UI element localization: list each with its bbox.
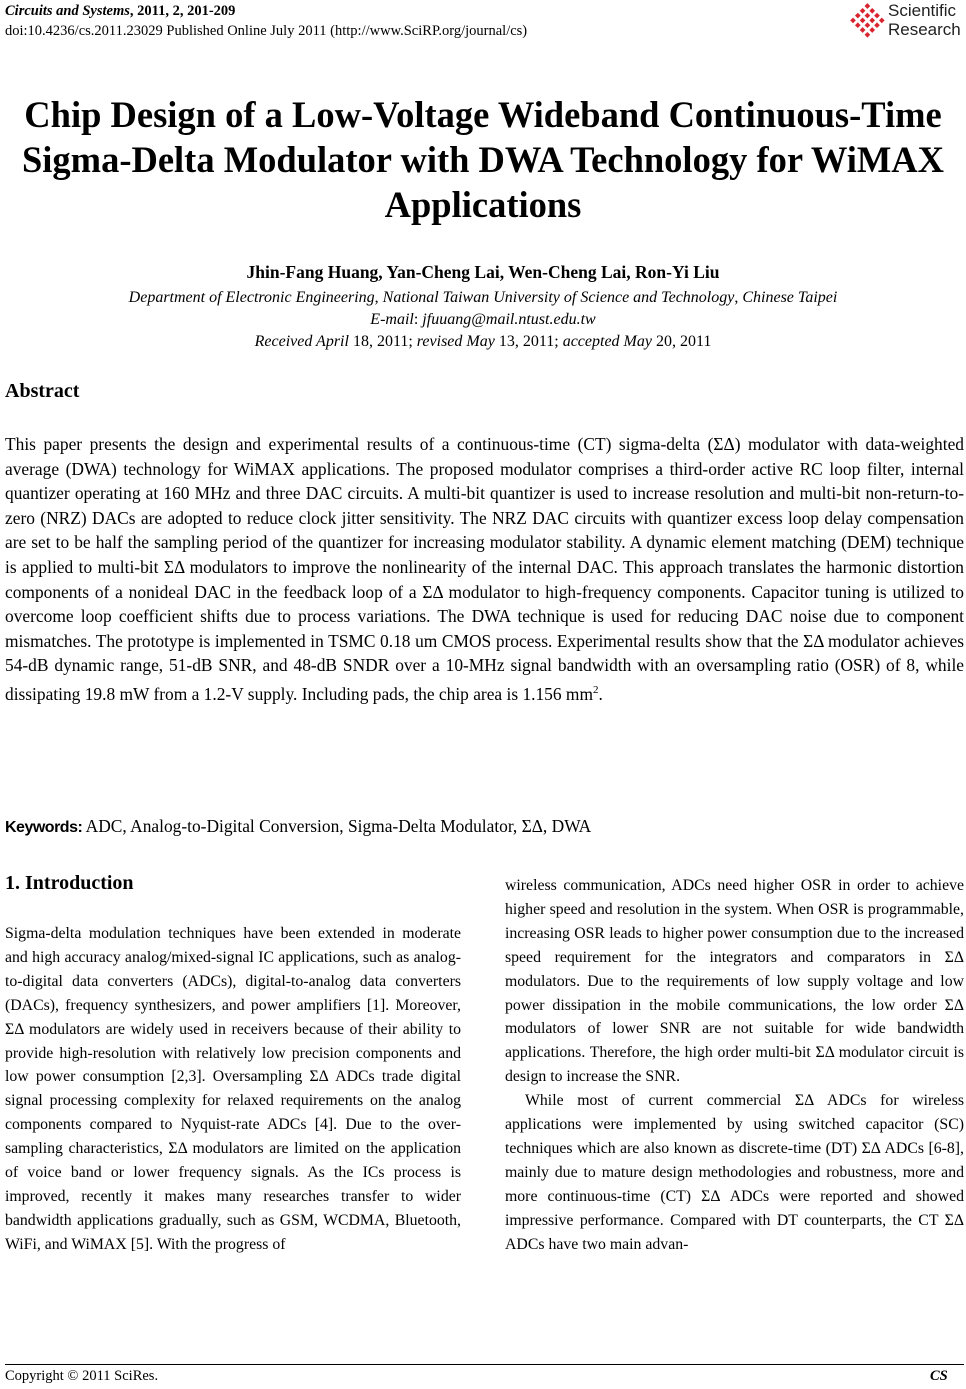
abstract-heading: Abstract xyxy=(5,380,80,402)
logo-mark-pixel xyxy=(860,8,866,14)
journal-volume: , 2011, 2, 201-209 xyxy=(129,3,236,19)
column-left xyxy=(5,922,461,1257)
footer-divider xyxy=(5,1364,964,1365)
intro-paragraph: Sigma-delta modulation techniques have been extended in moderate and high accuracy analog/mixed-signal IC applications, such as analog-to-digital data converters (ADCs), digital-to-analog data converters (DACs), frequency synthesizers, and power amplifiers [1]. Moreover, ΣΔ modulators are widely used in receivers because of their ability to provide high-resolution with relatively low precision components and low power consumption [2,3]. Oversampling ΣΔ ADCs trade digital signal processing complexity for relaxed requirements on the analog components compared to Nyquist-rate ADCs [4]. Due to the over-sampling characteristics, ΣΔ modulators are limited on the application of voice band or lower frequency signals. As the ICs process is improved, recently it makes many researches transfer to wider bandwidth applications gradually, such as GSM, WCDMA, Bluetooth, WiFi, and WiMAX [5]. With the progress of xyxy=(5,925,461,1253)
abstract-body xyxy=(5,432,964,706)
logo-mark-pixel xyxy=(855,13,861,19)
logo-mark-pixel xyxy=(860,18,866,24)
email-separator: : xyxy=(413,311,423,328)
email-address: jfuuang@mail.ntust.edu.tw xyxy=(422,311,596,328)
section-heading-introduction: 1. Introduction xyxy=(5,872,134,894)
author-email xyxy=(0,310,966,330)
logo-mark-pixel xyxy=(850,18,856,24)
affiliation-separator: , xyxy=(734,289,743,306)
logo-word-scientific: Scientific xyxy=(888,1,957,20)
logo-mark-pixel xyxy=(865,22,871,28)
column-right xyxy=(505,874,964,1257)
logo-mark-pixel xyxy=(865,13,871,19)
logo-mark-pixel xyxy=(860,27,866,33)
logo-mark-pixel xyxy=(874,13,880,19)
abstract-text: This paper presents the design and experimental results of a continuous-time (CT) sigma-delta (ΣΔ) modulator with data-weighted average (DWA) technology for WiMAX applications. The proposed modulator comprises a third-order active RC loop filter, internal quantizer operating at 160 MHz and three DAC circuits. A multi-bit quantizer is used to increase resolution and multi-bit non-return-to-zero (NRZ) DACs are adopted to reduce clock jitter sensitivity. The NRZ DAC circuits with quantizer excess loop delay compensation are set to be half the sampling period of the quantizer for increasing modulator stability. A dynamic element matching (DEM) technique is applied to multi-bit ΣΔ modulators to improve the nonlinearity of the internal DAC. This approach translates the harmonic distortion components of a nonideal DAC in the feedback loop of a ΣΔ modulator to high-frequency components. Capacitor tuning is utilized to overcome loop coefficient shifts due to process variations. The DWA technique is used for reducing DAC noise due to component mismatches. The prototype is implemented in TSMC 0.18 um CMOS process. Experimental results show that the ΣΔ modulator achieves 54-dB dynamic range, 51-dB SNR, and 48-dB SNDR over a 10-MHz signal bandwidth with an oversampling ratio (OSR) of 8, while dissipating 19.8 mW from a 1.2-V supply. Including pads, the chip area is 1.156 mm xyxy=(5,434,964,704)
revised-label: revised May xyxy=(416,333,495,350)
paper-title: Chip Design of a Low-Voltage Wideband Continuous-Time Sigma-Delta Modulator with DWA Technology for WiMAX Applications xyxy=(21,94,945,225)
logo-word-research: Research xyxy=(888,20,961,39)
accepted-value: 20, 2011 xyxy=(651,333,712,350)
affiliation-country: Chinese Taipei xyxy=(742,289,838,306)
received-value: 18, 2011; xyxy=(348,333,417,350)
publisher-logo-mark-icon xyxy=(848,2,886,42)
logo-mark-pixel xyxy=(869,27,875,33)
intro-paragraph: While most of current commercial ΣΔ ADCs for wireless applications were implemented by using switched capacitor (SC) techniques which are also known as discrete-time (DT) ΣΔ ADCs [6-8], mainly due to mature design methodologies and robustness, more and more continuous-time (CT) ΣΔ ADCs were reported and showed impressive performance. Compared with DT counterparts, the CT ΣΔ ADCs have two main advan- xyxy=(505,1092,964,1253)
accepted-label: accepted May xyxy=(562,333,652,350)
keywords-text: ADC, Analog-to-Digital Conversion, Sigma-Delta Modulator, ΣΔ, DWA xyxy=(82,816,592,836)
received-label: Received April xyxy=(254,333,349,350)
journal-abbreviation: CS xyxy=(930,1368,948,1384)
keywords-label: Keywords: xyxy=(5,819,83,836)
submission-dates xyxy=(0,332,966,352)
abstract-text-end: . xyxy=(598,683,603,704)
logo-mark-pixel xyxy=(865,32,871,38)
logo-mark-pixel xyxy=(865,3,871,9)
publisher-logo xyxy=(848,0,966,44)
author-list: Jhin-Fang Huang, Yan-Cheng Lai, Wen-Cheng Lai, Ron-Yi Liu xyxy=(246,262,720,282)
affiliation xyxy=(0,288,966,308)
logo-mark-pixel xyxy=(874,22,880,28)
logo-mark-pixel xyxy=(869,18,875,24)
journal-citation xyxy=(5,2,235,20)
journal-name: Circuits and Systems xyxy=(5,3,130,19)
doi-line: doi:10.4236/cs.2011.23029 Published Online July 2011 (http://www.SciRP.org/journal/cs) xyxy=(5,23,528,39)
affiliation-separator: , xyxy=(374,289,383,306)
logo-mark-pixel xyxy=(879,18,885,24)
affiliation-university: National Taiwan University of Science and Technology xyxy=(382,289,735,306)
affiliation-department: Department of Electronic Engineering xyxy=(128,289,375,306)
abstract-superscript: 2 xyxy=(592,683,599,696)
email-label: E-mail xyxy=(370,311,414,328)
logo-mark-pixel xyxy=(855,22,861,28)
revised-value: 13, 2011; xyxy=(494,333,563,350)
logo-mark-pixel xyxy=(869,8,875,14)
intro-paragraph: wireless communication, ADCs need higher OSR in order to achieve higher speed and resolution in the system. When OSR is programmable, increasing OSR leads to higher power consumption due to the increased speed requirement for the integrators and comparators in ΣΔ modulators. Due to the requirements of low supply voltage and low power dissipation in the mobile communications, the low order ΣΔ modulators of lower SNR are not suitable for wide bandwidth applications. Therefore, the high order multi-bit ΣΔ modulator circuit is design to increase the SNR. xyxy=(505,877,964,1086)
copyright-notice: Copyright © 2011 SciRes. xyxy=(5,1368,159,1384)
keywords xyxy=(5,815,591,839)
